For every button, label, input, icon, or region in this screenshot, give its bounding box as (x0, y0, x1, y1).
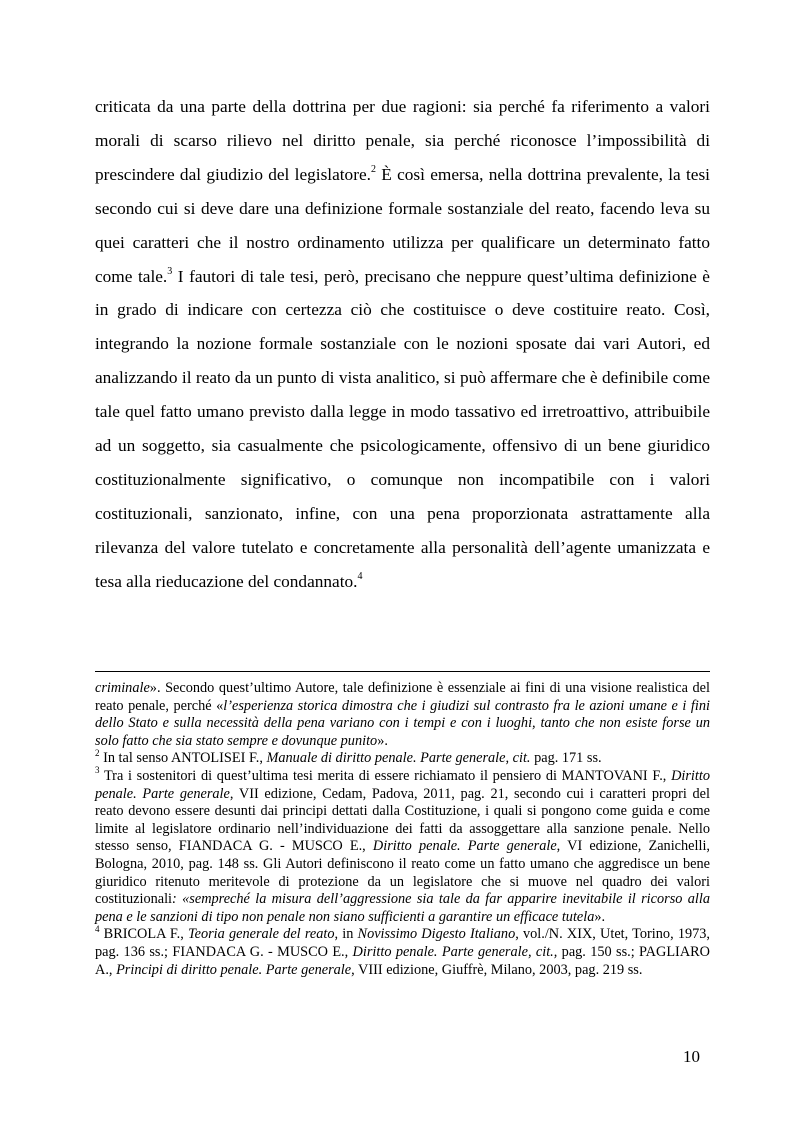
footnote-quote: l’esperienza storica dimostra che i giudizi sul contrasto fra le azioni umane e i fini dello Stato e sulla necessità della pena variano con i tempi e con i luoghi, tanto che non esiste forse un solo fatto che sia stato sempre e dovunque punito (95, 697, 710, 749)
footnote-text: , VI edizione, Zanichelli, Bologna, 2010, pag. 148 ss. Gli Autori definiscono il reato come un fatto umano che aggredisce un bene giuridico ritenuto meritevole di protezione da un legislatore che si muove nel quadro dei valori costituzionali (95, 838, 710, 908)
footnote-italic: Manuale di diritto penale. Parte generale, cit. (266, 750, 531, 767)
footnote-italic: Diritto penale. Parte generale (95, 767, 710, 802)
footnote-text: , vol./N. XIX, Utet, Torino, 1973, pag. 136 ss.; FIANDACA G. - MUSCO E., (95, 926, 710, 960)
footnote-ref-4[interactable]: 4 (357, 570, 363, 582)
footnote-3 (95, 765, 710, 926)
footnote-2 (95, 747, 710, 768)
footnote-italic: Principi di diritto penale. Parte generale (116, 961, 352, 978)
footnote-number: 3 (95, 765, 100, 776)
footnote-italic: Diritto penale. Parte generale, cit., (352, 943, 558, 960)
footnote-text: BRICOLA F., (99, 926, 188, 943)
footnote-ref-2[interactable]: 2 (370, 164, 376, 176)
body-text-segment: È così emersa, nella dottrina prevalente, la tesi secondo cui si deve dare una definizione formale sostanziale del reato, facendo leva su quei caratteri che il nostro ordinamento utilizza per qualificare un determinato fatto come tale. (95, 164, 710, 286)
footnote-text: In tal senso ANTOLISEI F., (99, 750, 267, 767)
footnote-text: ». Secondo quest’ultimo Autore, tale definizione è essenziale ai fini di una visione realistica del reato penale, perché « (95, 680, 710, 714)
footnote-text: , VIII edizione, Giuffrè, Milano, 2003, pag. 219 ss. (351, 961, 643, 978)
footnote-ref-3[interactable]: 3 (167, 265, 173, 277)
footnote-separator (95, 671, 710, 672)
footnotes (95, 680, 710, 979)
body-text-segment: criticata da una parte della dottrina per due ragioni: sia perché fa riferimento a valori morali di scarso rilievo nel diritto penale, sia perché riconosce l’impossibilità di prescindere dal giudizio del legislatore. (95, 97, 710, 184)
footnote-4 (95, 923, 710, 979)
body-paragraph (95, 90, 710, 599)
footnote-text: ». (594, 908, 606, 925)
body-text-segment: I fautori di tale tesi, però, precisano che neppure quest’ultima definizione è in grado di indicare con certezza ciò che costituisce o deve costituire reato. Così, integrando la nozione formale sostanziale con le nozioni sposate dai vari Autori, ed analizzando il reato da un punto di vista analitico, si può affermare che è definibile come tale quel fatto umano previsto dalla legge in modo tassativo ed irretroattivo, attribuibile ad un soggetto, sia casualmente che psicologicamente, offensivo di un bene giuridico costituzionalmente significativo, o comunque non incompatibile con i valori costituzionali, sanzionato, infine, con una pena proporzionata astrattamente alla rilevanza del valore tutelato e concretamente alla personalità dell’agente umanizzata e tesa alla rieducazione del condannato. (95, 266, 710, 591)
footnote-italic: Novissimo Digesto Italiano (357, 926, 516, 943)
page-number: 10 (683, 1047, 700, 1066)
footnote-number: 2 (95, 747, 100, 758)
footnote-text: , in (334, 926, 358, 943)
footnote-italic: Diritto penale. Parte generale (372, 838, 557, 855)
footnote-text: pag. 171 ss. (530, 750, 602, 767)
footnote-text: , VII edizione, Cedam, Padova, 2011, pag. 21, secondo cui i caratteri propri del reato devono essere desunti dai principi dettati dalla Costituzione, i quali si pongono come guida e come limite al legislatore ordinario nell’individuazione dei fatti da assoggettare alla sanzione penale. Nello stesso senso, FIANDACA G. - MUSCO E., (95, 785, 710, 855)
footnote-continuation (95, 680, 710, 750)
footnote-quote: : «sempreché la misura dell’aggressione sia tale da far apparire inevitabile il ricorso alla pena e le sanzioni di tipo non penale non siano sufficienti a garantire un efficace tutela (95, 891, 710, 925)
footnote-text: ». (377, 732, 388, 749)
footnote-italic: criminale (95, 680, 150, 696)
footnote-text: Tra i sostenitori di quest’ultima tesi merita di essere richiamato il pensiero di MANTOVANI F., (99, 767, 672, 784)
footnote-number: 4 (95, 923, 100, 934)
footnote-text: pag. 150 ss.; PAGLIARO A., (95, 943, 710, 978)
footnote-italic: Teoria generale del reato (187, 926, 335, 943)
